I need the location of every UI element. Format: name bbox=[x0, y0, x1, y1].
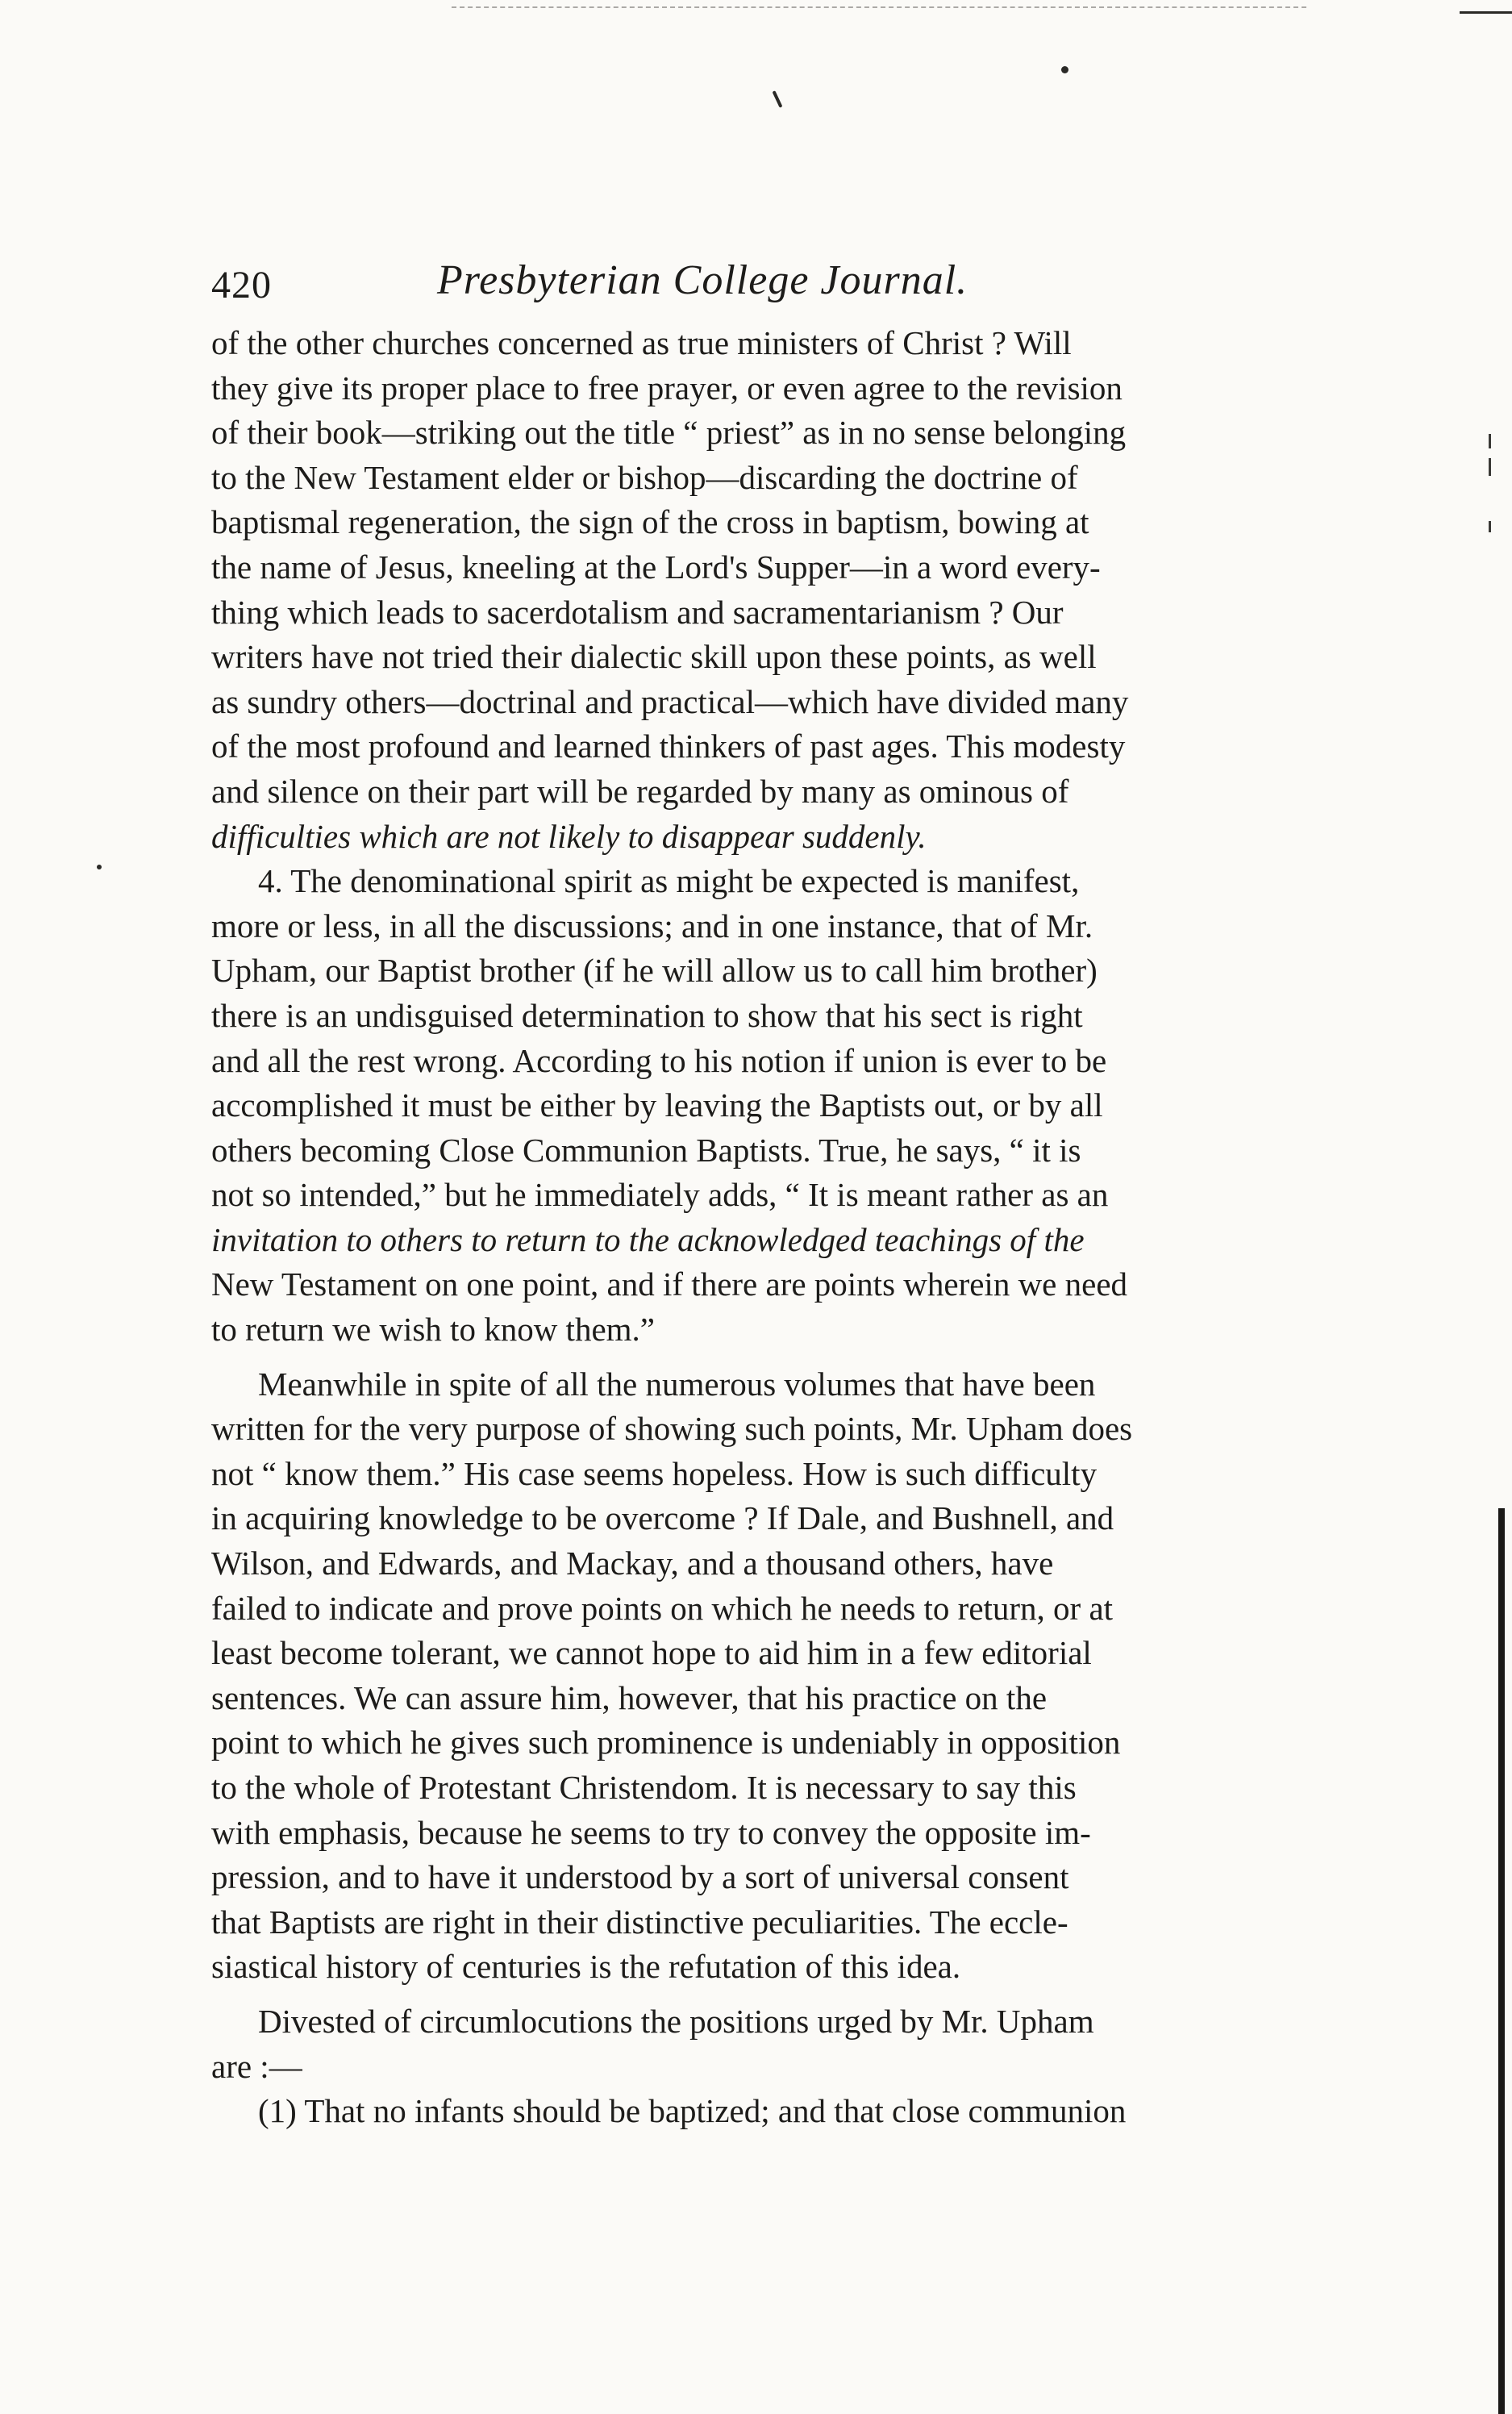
ink-speck bbox=[1061, 66, 1068, 73]
margin-mark bbox=[1489, 458, 1491, 476]
text-line: of their book—striking out the title “ priest” as in no sense belonging bbox=[211, 414, 1127, 452]
text-line: thing which leads to sacerdotalism and sacramentarianism ? Our bbox=[211, 593, 1064, 631]
text-line: to the New Testament elder or bishop—discarding the doctrine of bbox=[211, 458, 1078, 496]
paragraph bbox=[211, 2089, 1292, 2134]
text-line: Divested of circumlocutions the positions urged by Mr. Upham bbox=[258, 2002, 1094, 2040]
scan-edge-bar bbox=[1498, 1508, 1505, 2414]
paragraph bbox=[211, 859, 1292, 1353]
text-line: baptismal regeneration, the sign of the cross in baptism, bowing at bbox=[211, 503, 1089, 541]
text-line: point to which he gives such prominence is undeniably in opposition bbox=[211, 1724, 1121, 1762]
text-line: writers have not tried their dialectic skill upon these points, as well bbox=[211, 638, 1097, 676]
text-line: Upham, our Baptist brother (if he will allow us to call him brother) bbox=[211, 952, 1098, 990]
text-line: and all the rest wrong. According to his notion if union is ever to be bbox=[211, 1041, 1107, 1079]
page-number: 420 bbox=[211, 264, 272, 306]
page-header bbox=[211, 256, 1292, 321]
text-line: in acquiring knowledge to be overcome ? If Dale, and Bushnell, and bbox=[211, 1499, 1114, 1537]
text-line: of the other churches concerned as true ministers of Christ ? Will bbox=[211, 324, 1072, 361]
text-line: least become tolerant, we cannot hope to aid him in a few editorial bbox=[211, 1634, 1092, 1672]
text-line: failed to indicate and prove points on which he needs to return, or at bbox=[211, 1589, 1114, 1627]
text-line: accomplished it must be either by leaving the Baptists out, or by all bbox=[211, 1086, 1103, 1124]
body-text bbox=[211, 321, 1292, 2134]
text-line: to return we wish to know them.” bbox=[211, 1311, 655, 1349]
ink-speck bbox=[97, 865, 102, 869]
text-line: New Testament on one point, and if there are points wherein we need bbox=[211, 1265, 1128, 1303]
text-line: Wilson, and Edwards, and Mackay, and a thousand others, have bbox=[211, 1545, 1054, 1582]
top-edge-rule bbox=[452, 6, 1306, 8]
text-line: 4. The denominational spirit as might be expected is manifest, bbox=[258, 862, 1080, 900]
text-line: as sundry others—doctrinal and practical—which have divided many bbox=[211, 682, 1129, 720]
text-line: (1) That no infants should be baptized; and that close communion bbox=[258, 2092, 1127, 2130]
text-line: that Baptists are right in their distinctive peculiarities. The eccle- bbox=[211, 1903, 1068, 1941]
book-page bbox=[211, 256, 1292, 2134]
text-line: and silence on their part will be regarded by many as ominous of bbox=[211, 772, 1069, 810]
text-line: of the most profound and learned thinkers of past ages. This modesty bbox=[211, 728, 1126, 765]
text-line: the name of Jesus, kneeling at the Lord's Supper—in a word every- bbox=[211, 548, 1101, 586]
text-line: Meanwhile in spite of all the numerous volumes that have been bbox=[258, 1365, 1096, 1403]
text-line: pression, and to have it understood by a sort of universal consent bbox=[211, 1858, 1069, 1896]
ink-speck bbox=[773, 90, 783, 108]
text-line: others becoming Close Communion Baptists. True, he says, “ it is bbox=[211, 1131, 1081, 1169]
text-line: with emphasis, because he seems to try to convey the opposite im- bbox=[211, 1813, 1091, 1851]
paragraph bbox=[211, 1362, 1292, 1990]
text-line: sentences. We can assure him, however, that his practice on the bbox=[211, 1678, 1048, 1716]
margin-mark bbox=[1489, 434, 1491, 448]
text-line: difficulties which are not likely to disappear suddenly. bbox=[211, 817, 927, 855]
text-line: more or less, in all the discussions; and in one instance, that of Mr. bbox=[211, 907, 1093, 944]
paragraph bbox=[211, 321, 1292, 859]
text-line: invitation to others to return to the acknowledged teachings of the bbox=[211, 1220, 1085, 1258]
text-line: written for the very purpose of showing such points, Mr. Upham does bbox=[211, 1410, 1133, 1448]
text-line: to the whole of Protestant Christendom. It is necessary to say this bbox=[211, 1769, 1077, 1806]
text-line: they give its proper place to free prayer, or even agree to the revision bbox=[211, 369, 1123, 407]
text-line: not so intended,” but he immediately adds, “ It is meant rather as an bbox=[211, 1176, 1109, 1214]
running-title: Presbyterian College Journal. bbox=[437, 257, 968, 303]
text-line: there is an undisguised determination to show that his sect is right bbox=[211, 996, 1083, 1034]
text-line: siastical history of centuries is the refutation of this idea. bbox=[211, 1948, 961, 1986]
text-line: not “ know them.” His case seems hopeless. How is such difficulty bbox=[211, 1454, 1098, 1492]
margin-mark bbox=[1489, 521, 1491, 532]
text-line: are :— bbox=[211, 2047, 302, 2085]
top-edge-mark bbox=[1460, 11, 1512, 14]
paragraph bbox=[211, 1999, 1292, 2089]
